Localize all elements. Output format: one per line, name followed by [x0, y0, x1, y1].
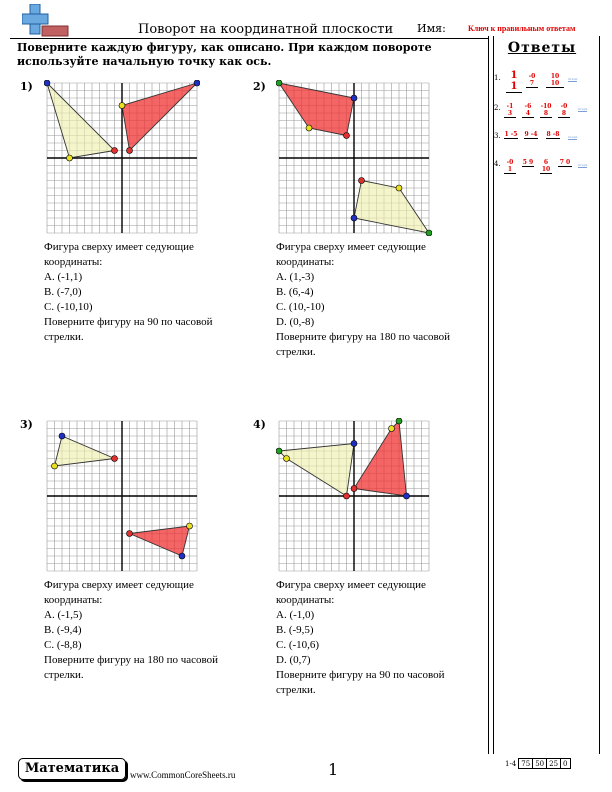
problem-intro: Фигура сверху имеет седующие координаты: [276, 241, 426, 268]
coordinate-item: B. (6,-4) [276, 286, 314, 298]
rotation-instruction: Поверните фигуру на 180 по часовой стрелки. [44, 654, 219, 681]
problem-text [44, 240, 234, 345]
coordinate-item: A. (-1,0) [276, 609, 315, 621]
vertex-point [389, 426, 395, 432]
coordinate-item: C. (-8,8) [44, 639, 82, 651]
problem-intro: Фигура сверху имеет седующие координаты: [44, 579, 194, 606]
answer-row [494, 156, 594, 173]
answer-number: 1. [494, 74, 501, 82]
score-range: 1-4 [505, 759, 517, 768]
answer-number: 3. [494, 132, 501, 140]
coordinate-grid [276, 418, 432, 574]
answer-value: -10 8 [540, 103, 552, 117]
name-label: Имя: [417, 22, 446, 35]
problem-text [44, 578, 234, 683]
vertex-point [52, 463, 58, 469]
coordinate-item: D. (0,7) [276, 654, 311, 666]
score-cell: 50 [533, 759, 547, 769]
vertex-point [44, 80, 50, 86]
answer-value: -0 7 [526, 73, 538, 88]
site-url: www.CommonCoreSheets.ru [130, 770, 236, 780]
vertex-point [127, 148, 133, 154]
page-title: Поворот на координатной плоскости [138, 22, 394, 37]
vertex-point [351, 441, 357, 447]
vertex-point [404, 493, 410, 499]
coordinate-item: D. (0,-8) [276, 316, 315, 328]
answer-value: -6 4 [522, 103, 534, 118]
problem-number: 2) [253, 80, 266, 93]
page-number: 1 [328, 760, 339, 779]
answer-value: 1 1 [506, 70, 522, 93]
vertex-point [344, 493, 350, 499]
coordinate-item: C. (10,-10) [276, 301, 325, 313]
vertex-point [67, 155, 73, 161]
problem-number: 4) [253, 418, 266, 431]
vertex-point [396, 418, 402, 424]
score-table [503, 758, 571, 769]
vertex-point [59, 433, 65, 439]
answer-value: 9 -4 [524, 131, 538, 138]
answer-value: -0 8 [558, 103, 570, 118]
problem-text [276, 240, 466, 360]
vertex-point [284, 456, 290, 462]
graph-hint-link[interactable]: Graph [568, 135, 578, 139]
answer-value: 10 10 [546, 73, 564, 88]
coordinate-item: C. (-10,10) [44, 301, 93, 313]
vertex-point [351, 215, 357, 221]
vertex-point [112, 148, 118, 154]
problem-text [276, 578, 466, 698]
score-cell: 75 [519, 759, 533, 769]
answer-number: 2. [494, 104, 501, 112]
plus-logo-icon [22, 4, 70, 38]
rotation-instruction: Поверните фигуру на 180 по часовой стрелки. [276, 331, 451, 358]
answer-row [494, 70, 594, 92]
answer-panel [488, 36, 600, 754]
answers-title: Ответы [507, 40, 577, 56]
answer-number: 4. [494, 160, 501, 168]
graph-hint-link[interactable]: Graph [568, 77, 578, 81]
answer-key-label: Ключ к правильным ответам [468, 24, 576, 33]
answer-value: 5 9 [522, 159, 534, 166]
vertex-point [351, 95, 357, 101]
coordinate-item: B. (-7,0) [44, 286, 82, 298]
graph-hint-link[interactable]: Graph [578, 107, 588, 111]
rotation-instruction: Поверните фигуру на 90 по часовой стрелки. [44, 316, 213, 343]
graph-hint-link[interactable]: Graph [578, 163, 588, 167]
vertex-point [276, 448, 282, 454]
problem-intro: Фигура сверху имеет седующие координаты: [44, 241, 194, 268]
vertex-point [426, 230, 432, 236]
original-shape [354, 181, 429, 234]
problem-intro: Фигура сверху имеет седующие координаты: [276, 579, 426, 606]
vertex-point [187, 523, 193, 529]
coordinate-grid [44, 418, 200, 574]
header-divider [10, 38, 488, 39]
coordinate-item: B. (-9,5) [276, 624, 314, 636]
vertex-point [194, 80, 200, 86]
answer-value: 1 -5 [504, 131, 518, 138]
vertex-point [127, 531, 133, 537]
coordinate-grid [44, 80, 200, 236]
subject-badge: Математика [18, 758, 126, 780]
score-cell: 0 [561, 759, 570, 769]
answer-row [494, 128, 594, 142]
coordinate-item: B. (-9,4) [44, 624, 82, 636]
problem-number: 1) [20, 80, 33, 93]
coordinate-item: A. (-1,5) [44, 609, 83, 621]
problem-number: 3) [20, 418, 33, 431]
answer-value: -1 3 [504, 103, 516, 118]
answer-value: 7 0 [559, 159, 571, 166]
vertex-point [112, 456, 118, 462]
score-cell: 25 [547, 759, 561, 769]
rotated-shape [279, 83, 354, 136]
answer-value: -0 1 [504, 159, 516, 174]
rotation-instruction: Поверните фигуру на 90 по часовой стрелки. [276, 669, 445, 696]
instructions: Поверните каждую фигуру, как описано. При каждом повороте используйте начальную точку как ось. [17, 41, 432, 68]
vertex-point [119, 103, 125, 109]
coordinate-item: A. (-1,1) [44, 271, 83, 283]
vertex-point [179, 553, 185, 559]
answer-row [494, 100, 594, 117]
vertex-point [306, 125, 312, 131]
coordinate-item: A. (1,-3) [276, 271, 315, 283]
answer-value: 6 10 [541, 159, 551, 173]
vertex-point [344, 133, 350, 139]
vertex-point [351, 486, 357, 492]
vertex-point [359, 178, 365, 184]
coordinate-grid [276, 80, 432, 236]
vertex-point [396, 185, 402, 191]
vertex-point [276, 80, 282, 86]
coordinate-item: C. (-10,6) [276, 639, 320, 651]
answer-value: 8 -8 [546, 131, 560, 138]
